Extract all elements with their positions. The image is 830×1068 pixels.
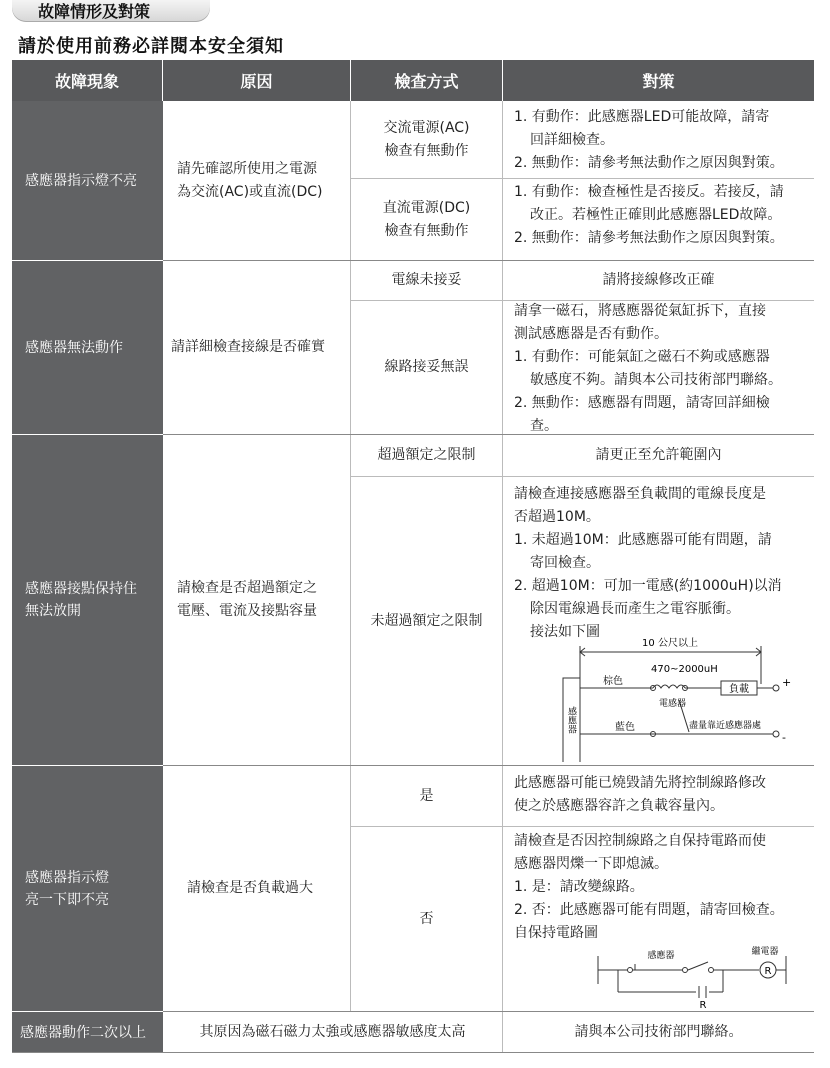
solution-text: 1. 有動作：檢查極性是否接反。若接反，請: [514, 184, 784, 200]
terminal-minus: [773, 731, 779, 737]
solution-text: 請更正至允許範圍內: [595, 447, 722, 463]
cause-text: 請先確認所使用之電源: [177, 160, 317, 177]
symptom-text: 亮一下即不亮: [25, 891, 109, 908]
solution-text: 1. 未超過10M：此感應器可能有問題，請: [514, 532, 772, 548]
header-check: 檢查方式: [351, 60, 502, 101]
cause-cell: [163, 1012, 502, 1052]
check-text: 交流電源(AC): [383, 119, 470, 136]
inductor-label: 電感器: [659, 699, 687, 709]
solution-cell: [503, 106, 814, 175]
symptom-text: 感應器動作二次以上: [20, 1024, 146, 1041]
relay-symbol: R: [764, 966, 772, 977]
self-holding-circuit-diagram: [503, 936, 814, 1010]
solution-text: 2. 無動作：感應器有問題，請寄回詳細檢: [514, 395, 770, 411]
solution-text: 查。: [530, 418, 558, 434]
solution-text: 1. 是：請改變線路。: [514, 879, 644, 895]
solution-text: 除因電線過長而產生之電容脈衝。: [530, 601, 740, 617]
cause-text: 電壓、電流及接點容量: [177, 603, 317, 619]
solution-text: 請檢查連接感應器至負載間的電線長度是: [514, 486, 766, 502]
sensor-label: 感應器: [566, 706, 576, 734]
symptom-cell: [12, 435, 163, 765]
solution-text: 2. 無動作：請參考無法動作之原因與對策。: [514, 155, 784, 171]
solution-text: 改正。若極性正確則此感應器LED故障。: [530, 207, 782, 223]
cause-cell: [163, 261, 350, 434]
solution-text: 1. 有動作：可能氣缸之磁石不夠或感應器: [514, 349, 770, 365]
check-text: 否: [419, 910, 434, 927]
solution-text: 請拿一磁石，將感應器從氣缸拆下，直接: [514, 303, 766, 319]
check-cell: [351, 477, 502, 765]
cause-cell: [163, 101, 350, 260]
solution-text: 敏感度不夠。請與本公司技術部門聯絡。: [530, 372, 782, 388]
cause-cell: [163, 435, 350, 765]
safety-notice: 請於使用前務必詳閱本安全須知: [18, 36, 284, 57]
check-text: 超過額定之限制: [377, 447, 476, 463]
symptom-cell: [12, 1012, 163, 1053]
header-cause: 原因: [163, 60, 350, 101]
solution-text: 回詳細檢查。: [530, 132, 614, 148]
symptom-text: 感應器指示燈不亮: [25, 172, 137, 189]
solution-text: 自保持電路圖: [514, 925, 598, 941]
plus-label: +: [782, 676, 792, 689]
terminal-plus: [773, 685, 779, 691]
solution-cell: [503, 1012, 814, 1052]
grid-line: [12, 1052, 814, 1053]
solution-cell: [503, 830, 814, 945]
troubleshooting-table: [12, 60, 814, 1053]
solution-text: 2. 超過10M：可加一電感(約1000uH)以消: [514, 578, 782, 594]
check-text: 未超過額定之限制: [370, 612, 483, 629]
solution-cell: [503, 181, 814, 250]
cause-text: 請檢查是否超過額定之: [177, 580, 317, 596]
symptom-cell: [12, 261, 163, 434]
minus-label: -: [782, 731, 786, 744]
header-solution: 對策: [503, 60, 814, 101]
solution-cell: [503, 300, 814, 438]
solution-text: 請將接線修改正確: [602, 272, 715, 288]
header-symptom: 故障現象: [12, 60, 162, 101]
solution-text: 此感應器可能已燒毀請先將控制線路修改: [514, 775, 766, 791]
cause-text: 請詳細檢查接線是否確實: [171, 339, 325, 355]
brown-wire-label: 棕色: [603, 676, 623, 687]
check-cell: [351, 101, 502, 178]
inductor-wiring-diagram: [503, 628, 814, 762]
sensor-switch: [688, 962, 708, 970]
sensor-label: 感應器: [647, 951, 675, 961]
check-text: 是: [419, 787, 434, 804]
section-tab: [12, 0, 210, 22]
symptom-text: 無法放開: [25, 603, 81, 619]
blue-wire-label: 藍色: [615, 722, 635, 733]
relay-label: 繼電器: [751, 947, 779, 957]
solution-text: 測試感應器是否有動作。: [514, 326, 668, 342]
check-cell: [351, 827, 502, 1011]
solution-text: 寄回檢查。: [530, 555, 600, 571]
solution-text: 否超過10M。: [514, 509, 600, 525]
node: [709, 968, 714, 973]
node: [683, 968, 688, 973]
check-text: 直流電源(DC): [382, 199, 471, 216]
check-text: 檢查有無動作: [384, 142, 469, 159]
check-text: 電線未接妥: [391, 272, 462, 288]
solution-text: 使之於感應器容許之負載容量內。: [514, 798, 724, 814]
holding-contact-label: R: [699, 1000, 707, 1010]
check-text: 檢查有無動作: [384, 222, 469, 239]
solution-text: 2. 否：此感應器可能有問題，請寄回檢查。: [514, 902, 784, 918]
solution-text: 接法如下圖: [530, 624, 600, 640]
symptom-text: 感應器無法動作: [25, 339, 123, 356]
placement-note: 盡量靠近感應器處: [689, 721, 762, 731]
cause-text: 請檢查是否負載過大: [187, 880, 313, 896]
length-label: 10 公尺以上: [642, 638, 698, 649]
section-title: 故障情形及對策: [38, 2, 151, 21]
check-cell: [351, 301, 502, 434]
solution-text: 感應器閃爍一下即熄滅。: [514, 856, 668, 872]
solution-text: 1. 有動作：此感應器LED可能故障，請寄: [514, 109, 770, 125]
inductance-label: 470~2000uH: [651, 664, 718, 675]
cause-text: 為交流(AC)或直流(DC): [177, 183, 323, 200]
cause-text: 其原因為磁石磁力太強或感應器敏感度太高: [199, 1023, 466, 1040]
check-cell: [351, 261, 502, 300]
solution-text: 2. 無動作：請參考無法動作之原因與對策。: [514, 230, 784, 246]
check-cell: [351, 179, 502, 260]
solution-text: 請與本公司技術部門聯絡。: [574, 1023, 743, 1040]
check-text: 線路接妥無誤: [384, 359, 469, 375]
check-cell: [351, 435, 502, 476]
solution-text: 請檢查是否因控制線路之自保持電路而使: [514, 833, 766, 849]
symptom-cell: [12, 766, 163, 1011]
inductor-coil: [653, 685, 685, 688]
solution-cell: [503, 772, 814, 818]
symptom-cell: [12, 101, 163, 260]
solution-cell: [503, 261, 814, 300]
solution-cell: [503, 435, 814, 476]
check-cell: [351, 766, 502, 826]
symptom-text: 感應器接點保持住: [25, 581, 137, 597]
node: [628, 968, 633, 973]
solution-cell: [503, 483, 814, 644]
symptom-text: 感應器指示燈: [25, 869, 109, 886]
cause-cell: [163, 766, 350, 1011]
load-label: 負載: [729, 684, 749, 695]
